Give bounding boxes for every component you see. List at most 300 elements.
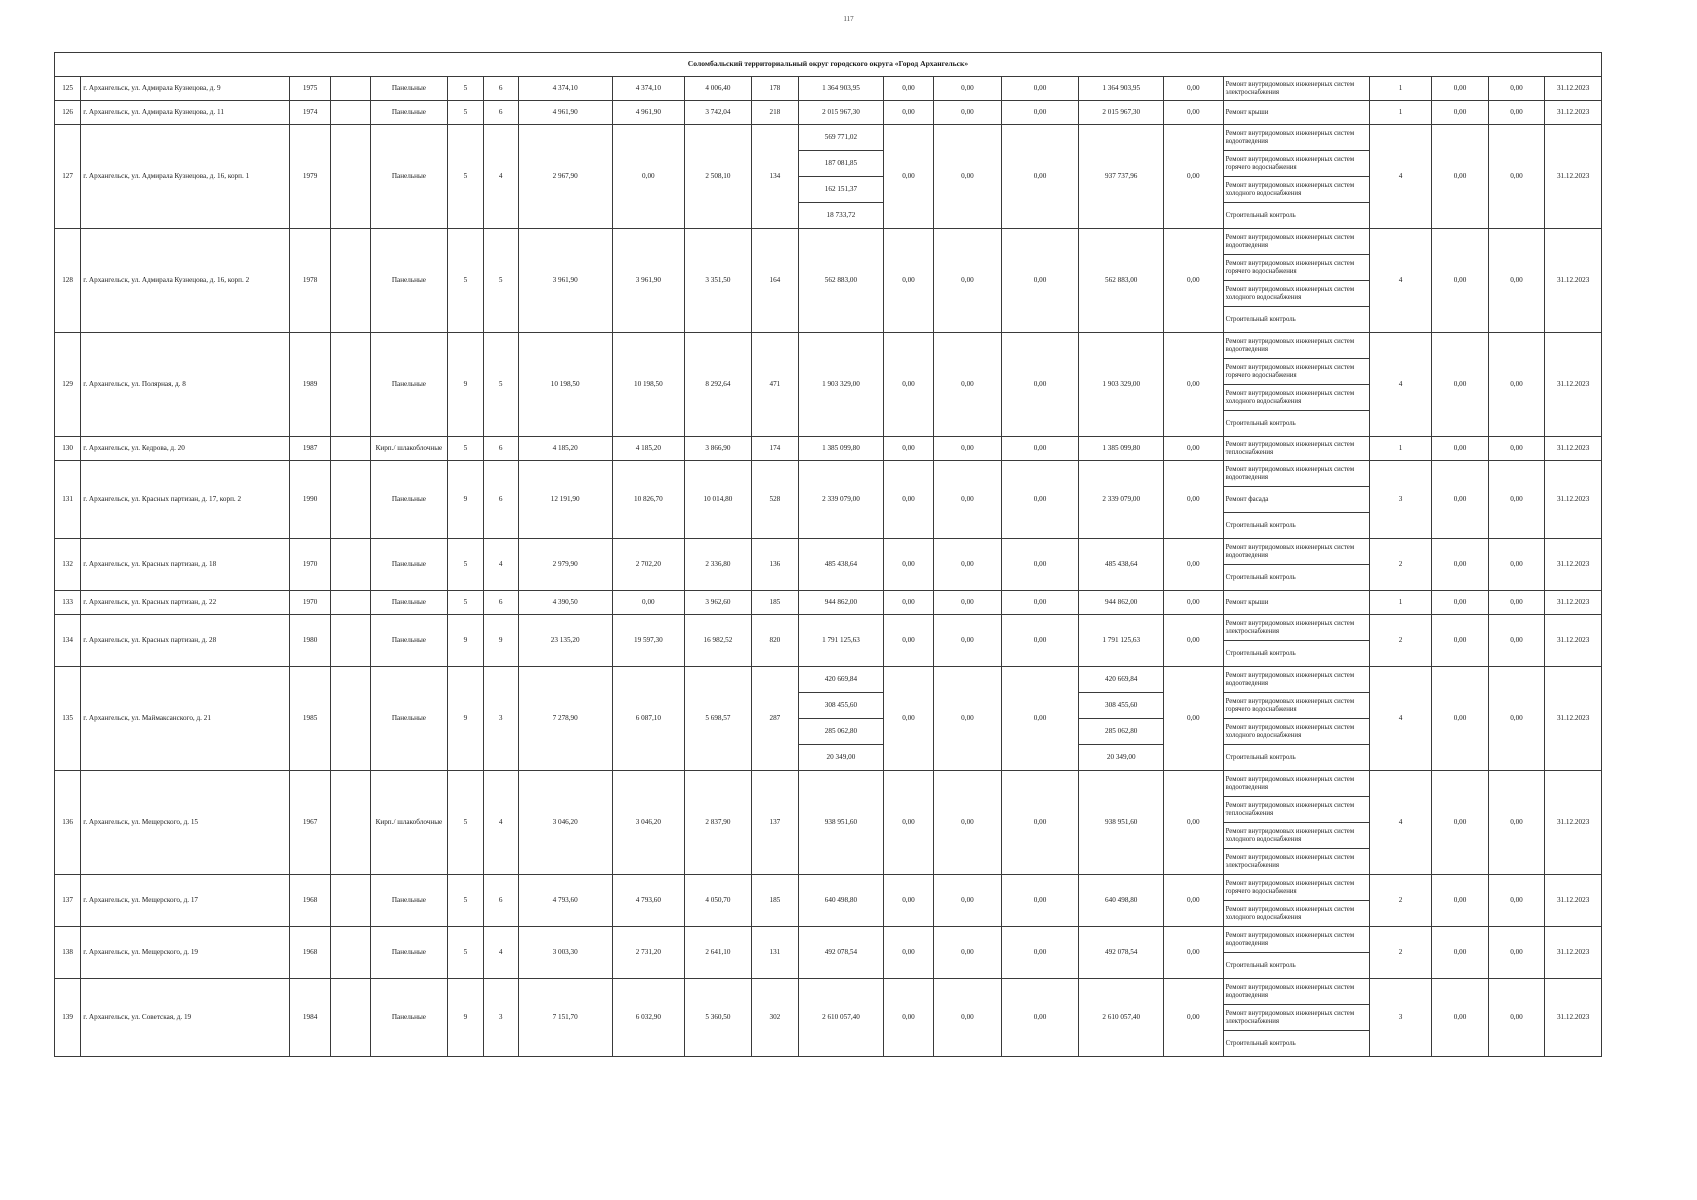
area-owned-cell: 2 837,90 [685,771,752,875]
value-a-cell: 0,00 [1432,437,1488,461]
entrances-cell: 6 [483,101,518,125]
area-residential-cell: 10 826,70 [612,461,685,539]
area-owned-cell: 3 962,60 [685,591,752,615]
work-type-cell: Ремонт внутридомовых инженерных систем холодного водоснабжения [1223,281,1369,307]
page-number: 117 [843,15,854,23]
capital-repair-table [54,52,1602,1057]
wall-material-cell: Панельные [370,591,448,615]
floors-cell: 5 [448,77,483,101]
work-type-cell: Ремонт внутридомовых инженерных систем электроснабжения [1223,1005,1369,1031]
work-count-cell: 2 [1369,875,1432,927]
cost-amount-cell: 285 062,80 [799,719,884,745]
blank-cell [331,101,370,125]
cost-total-cell: 1 364 903,95 [1079,77,1164,101]
area-owned-cell: 3 351,50 [685,229,752,333]
value-b-cell: 0,00 [1488,125,1544,229]
entrances-cell: 4 [483,125,518,229]
table-row [55,771,1602,797]
address-cell: г. Архангельск, ул. Адмирала Кузнецова, д. 9 [81,77,290,101]
entrances-cell: 6 [483,875,518,927]
cost-amount-cell: 20 349,00 [799,745,884,771]
cost-total-cell: 562 883,00 [1079,229,1164,333]
entrances-cell: 6 [483,591,518,615]
floors-cell: 5 [448,591,483,615]
cost-budget-cell: 0,00 [934,539,1002,591]
floors-cell: 5 [448,125,483,229]
cost-amount-cell: 938 951,60 [799,771,884,875]
work-count-cell: 4 [1369,125,1432,229]
value-b-cell: 0,00 [1488,875,1544,927]
table-row [55,229,1602,255]
area-residential-cell: 6 032,90 [612,979,685,1057]
value-b-cell: 0,00 [1488,591,1544,615]
area-total-cell: 4 374,10 [518,77,612,101]
work-type-cell: Ремонт внутридомовых инженерных систем электроснабжения [1223,849,1369,875]
work-count-cell: 4 [1369,229,1432,333]
blank-cell [331,229,370,333]
table-row [55,667,1602,693]
floors-cell: 5 [448,101,483,125]
area-owned-cell: 2 336,80 [685,539,752,591]
value-a-cell: 0,00 [1432,539,1488,591]
value-a-cell: 0,00 [1432,667,1488,771]
cost-total-cell: 938 951,60 [1079,771,1164,875]
blank-cell [331,979,370,1057]
row-number: 133 [55,591,81,615]
floors-cell: 9 [448,667,483,771]
blank-cell [331,539,370,591]
area-owned-cell: 5 360,50 [685,979,752,1057]
year-cell: 1970 [289,539,330,591]
deadline-cell: 31.12.2023 [1545,461,1602,539]
work-type-cell: Ремонт внутридомовых инженерных систем горячего водоснабжения [1223,875,1369,901]
area-residential-cell: 6 087,10 [612,667,685,771]
residents-cell: 131 [751,927,798,979]
cost-budget-cell: 0,00 [934,591,1002,615]
value-b-cell: 0,00 [1488,667,1544,771]
floors-cell: 5 [448,539,483,591]
cost-fund-cell: 0,00 [883,979,933,1057]
address-cell: г. Архангельск, ул. Красных партизан, д. 22 [81,591,290,615]
address-cell: г. Архангельск, ул. Полярная, д. 8 [81,333,290,437]
work-count-cell: 2 [1369,615,1432,667]
work-count-cell: 2 [1369,927,1432,979]
deadline-cell: 31.12.2023 [1545,539,1602,591]
cost-budget-cell: 0,00 [934,771,1002,875]
cost-fund-cell: 0,00 [883,333,933,437]
blank-cell [331,461,370,539]
area-residential-cell: 2 731,20 [612,927,685,979]
cost-total-cell: 1 903 329,00 [1079,333,1164,437]
area-total-cell: 3 046,20 [518,771,612,875]
row-number: 134 [55,615,81,667]
area-residential-cell: 4 185,20 [612,437,685,461]
work-count-cell: 1 [1369,101,1432,125]
table-row [55,539,1602,565]
work-type-cell: Строительный контроль [1223,307,1369,333]
cost-owners-cell: 0,00 [1164,667,1223,771]
work-type-cell: Строительный контроль [1223,641,1369,667]
deadline-cell: 31.12.2023 [1545,77,1602,101]
row-number: 138 [55,927,81,979]
value-b-cell: 0,00 [1488,979,1544,1057]
address-cell: г. Архангельск, ул. Советская, д. 19 [81,979,290,1057]
cost-amount-cell: 492 078,54 [799,927,884,979]
area-total-cell: 4 793,60 [518,875,612,927]
table-row [55,437,1602,461]
cost-other-cell: 0,00 [1001,591,1079,615]
work-type-cell: Ремонт внутридомовых инженерных систем водоотведения [1223,125,1369,151]
area-total-cell: 23 135,20 [518,615,612,667]
wall-material-cell: Панельные [370,125,448,229]
cost-total-cell: 420 669,84 [1079,667,1164,693]
work-type-cell: Ремонт внутридомовых инженерных систем водоотведения [1223,979,1369,1005]
work-type-cell: Ремонт внутридомовых инженерных систем электроснабжения [1223,615,1369,641]
area-total-cell: 3 003,30 [518,927,612,979]
year-cell: 1975 [289,77,330,101]
work-count-cell: 1 [1369,77,1432,101]
cost-fund-cell: 0,00 [883,615,933,667]
year-cell: 1974 [289,101,330,125]
row-number: 131 [55,461,81,539]
entrances-cell: 4 [483,927,518,979]
year-cell: 1970 [289,591,330,615]
row-number: 129 [55,333,81,437]
wall-material-cell: Панельные [370,101,448,125]
wall-material-cell: Панельные [370,461,448,539]
cost-fund-cell: 0,00 [883,591,933,615]
cost-owners-cell: 0,00 [1164,437,1223,461]
deadline-cell: 31.12.2023 [1545,615,1602,667]
area-total-cell: 2 979,90 [518,539,612,591]
year-cell: 1967 [289,771,330,875]
address-cell: г. Архангельск, ул. Красных партизан, д. 18 [81,539,290,591]
cost-budget-cell: 0,00 [934,333,1002,437]
cost-fund-cell: 0,00 [883,771,933,875]
cost-amount-cell: 2 015 967,30 [799,101,884,125]
cost-owners-cell: 0,00 [1164,539,1223,591]
row-number: 125 [55,77,81,101]
area-residential-cell: 4 374,10 [612,77,685,101]
table-row [55,461,1602,487]
floors-cell: 5 [448,229,483,333]
value-b-cell: 0,00 [1488,229,1544,333]
address-cell: г. Архангельск, ул. Адмирала Кузнецова, д. 11 [81,101,290,125]
address-cell: г. Архангельск, ул. Красных партизан, д. 17, корп. 2 [81,461,290,539]
residents-cell: 218 [751,101,798,125]
work-type-cell: Ремонт внутридомовых инженерных систем горячего водоснабжения [1223,255,1369,281]
year-cell: 1987 [289,437,330,461]
entrances-cell: 3 [483,667,518,771]
wall-material-cell: Панельные [370,539,448,591]
cost-owners-cell: 0,00 [1164,101,1223,125]
table-row [55,979,1602,1005]
row-number: 127 [55,125,81,229]
area-total-cell: 7 278,90 [518,667,612,771]
cost-total-cell: 2 610 057,40 [1079,979,1164,1057]
blank-cell [331,615,370,667]
cost-other-cell: 0,00 [1001,229,1079,333]
table-row [55,591,1602,615]
blank-cell [331,77,370,101]
residents-cell: 287 [751,667,798,771]
area-total-cell: 12 191,90 [518,461,612,539]
area-residential-cell: 4 961,90 [612,101,685,125]
work-type-cell: Ремонт внутридомовых инженерных систем холодного водоснабжения [1223,177,1369,203]
entrances-cell: 9 [483,615,518,667]
deadline-cell: 31.12.2023 [1545,101,1602,125]
value-a-cell: 0,00 [1432,615,1488,667]
area-total-cell: 7 151,70 [518,979,612,1057]
cost-budget-cell: 0,00 [934,875,1002,927]
floors-cell: 5 [448,875,483,927]
wall-material-cell: Панельные [370,875,448,927]
year-cell: 1968 [289,927,330,979]
area-residential-cell: 2 702,20 [612,539,685,591]
area-owned-cell: 4 050,70 [685,875,752,927]
cost-total-cell: 485 438,64 [1079,539,1164,591]
row-number: 126 [55,101,81,125]
cost-other-cell: 0,00 [1001,101,1079,125]
district-header-row [55,53,1602,77]
cost-total-cell: 492 078,54 [1079,927,1164,979]
work-type-cell: Ремонт внутридомовых инженерных систем водоотведения [1223,333,1369,359]
cost-total-cell: 937 737,96 [1079,125,1164,229]
cost-total-cell: 1 385 099,80 [1079,437,1164,461]
value-a-cell: 0,00 [1432,125,1488,229]
blank-cell [331,667,370,771]
cost-fund-cell: 0,00 [883,125,933,229]
cost-total-cell: 20 349,00 [1079,745,1164,771]
year-cell: 1984 [289,979,330,1057]
cost-other-cell: 0,00 [1001,539,1079,591]
work-type-cell: Строительный контроль [1223,203,1369,229]
entrances-cell: 6 [483,437,518,461]
row-number: 137 [55,875,81,927]
cost-owners-cell: 0,00 [1164,125,1223,229]
cost-fund-cell: 0,00 [883,437,933,461]
floors-cell: 9 [448,615,483,667]
work-type-cell: Ремонт внутридомовых инженерных систем холодного водоснабжения [1223,823,1369,849]
blank-cell [331,125,370,229]
table-row [55,875,1602,901]
work-count-cell: 4 [1369,333,1432,437]
row-number: 132 [55,539,81,591]
row-number: 130 [55,437,81,461]
value-a-cell: 0,00 [1432,333,1488,437]
area-owned-cell: 4 006,40 [685,77,752,101]
cost-other-cell: 0,00 [1001,771,1079,875]
deadline-cell: 31.12.2023 [1545,927,1602,979]
deadline-cell: 31.12.2023 [1545,229,1602,333]
wall-material-cell: Кирп./ шлакоблочные [370,771,448,875]
cost-fund-cell: 0,00 [883,461,933,539]
wall-material-cell: Панельные [370,667,448,771]
address-cell: г. Архангельск, ул. Адмирала Кузнецова, д. 16, корп. 2 [81,229,290,333]
value-a-cell: 0,00 [1432,77,1488,101]
work-type-cell: Строительный контроль [1223,411,1369,437]
work-type-cell: Ремонт внутридомовых инженерных систем теплоснабжения [1223,797,1369,823]
table-row [55,125,1602,151]
work-type-cell: Ремонт крыши [1223,591,1369,615]
work-type-cell: Ремонт внутридомовых инженерных систем водоотведения [1223,229,1369,255]
cost-amount-cell: 1 385 099,80 [799,437,884,461]
table-row [55,101,1602,125]
area-owned-cell: 5 698,57 [685,667,752,771]
area-total-cell: 4 961,90 [518,101,612,125]
deadline-cell: 31.12.2023 [1545,667,1602,771]
row-number: 135 [55,667,81,771]
cost-fund-cell: 0,00 [883,77,933,101]
residents-cell: 174 [751,437,798,461]
residents-cell: 178 [751,77,798,101]
row-number: 139 [55,979,81,1057]
work-count-cell: 3 [1369,461,1432,539]
cost-other-cell: 0,00 [1001,875,1079,927]
residents-cell: 164 [751,229,798,333]
floors-cell: 9 [448,979,483,1057]
area-total-cell: 10 198,50 [518,333,612,437]
value-b-cell: 0,00 [1488,461,1544,539]
area-owned-cell: 3 866,90 [685,437,752,461]
work-type-cell: Строительный контроль [1223,513,1369,539]
year-cell: 1990 [289,461,330,539]
table-body [55,53,1602,1057]
area-owned-cell: 2 641,10 [685,927,752,979]
cost-other-cell: 0,00 [1001,615,1079,667]
floors-cell: 5 [448,927,483,979]
residents-cell: 185 [751,875,798,927]
cost-owners-cell: 0,00 [1164,591,1223,615]
blank-cell [331,927,370,979]
work-type-cell: Строительный контроль [1223,565,1369,591]
value-a-cell: 0,00 [1432,461,1488,539]
cost-amount-cell: 187 081,85 [799,151,884,177]
work-type-cell: Ремонт внутридомовых инженерных систем холодного водоснабжения [1223,901,1369,927]
cost-amount-cell: 640 498,80 [799,875,884,927]
area-total-cell: 2 967,90 [518,125,612,229]
cost-owners-cell: 0,00 [1164,333,1223,437]
deadline-cell: 31.12.2023 [1545,591,1602,615]
address-cell: г. Архангельск, ул. Адмирала Кузнецова, д. 16, корп. 1 [81,125,290,229]
year-cell: 1979 [289,125,330,229]
wall-material-cell: Панельные [370,333,448,437]
entrances-cell: 5 [483,333,518,437]
value-b-cell: 0,00 [1488,437,1544,461]
cost-owners-cell: 0,00 [1164,875,1223,927]
cost-amount-cell: 1 903 329,00 [799,333,884,437]
work-count-cell: 1 [1369,591,1432,615]
address-cell: г. Архангельск, ул. Мещерского, д. 19 [81,927,290,979]
year-cell: 1985 [289,667,330,771]
deadline-cell: 31.12.2023 [1545,125,1602,229]
area-owned-cell: 10 014,80 [685,461,752,539]
blank-cell [331,875,370,927]
cost-amount-cell: 1 791 125,63 [799,615,884,667]
row-number: 136 [55,771,81,875]
value-b-cell: 0,00 [1488,333,1544,437]
cost-other-cell: 0,00 [1001,667,1079,771]
area-total-cell: 4 185,20 [518,437,612,461]
address-cell: г. Архангельск, ул. Красных партизан, д. 28 [81,615,290,667]
area-residential-cell: 3 961,90 [612,229,685,333]
cost-owners-cell: 0,00 [1164,77,1223,101]
wall-material-cell: Панельные [370,229,448,333]
deadline-cell: 31.12.2023 [1545,979,1602,1057]
wall-material-cell: Панельные [370,927,448,979]
cost-budget-cell: 0,00 [934,979,1002,1057]
cost-total-cell: 2 015 967,30 [1079,101,1164,125]
area-total-cell: 4 390,50 [518,591,612,615]
cost-total-cell: 640 498,80 [1079,875,1164,927]
cost-other-cell: 0,00 [1001,927,1079,979]
value-a-cell: 0,00 [1432,979,1488,1057]
work-type-cell: Ремонт внутридомовых инженерных систем горячего водоснабжения [1223,359,1369,385]
entrances-cell: 6 [483,77,518,101]
area-residential-cell: 4 793,60 [612,875,685,927]
work-count-cell: 2 [1369,539,1432,591]
year-cell: 1978 [289,229,330,333]
cost-total-cell: 285 062,80 [1079,719,1164,745]
work-type-cell: Ремонт внутридомовых инженерных систем горячего водоснабжения [1223,693,1369,719]
residents-cell: 471 [751,333,798,437]
work-type-cell: Ремонт внутридомовых инженерных систем водоотведения [1223,667,1369,693]
cost-budget-cell: 0,00 [934,101,1002,125]
wall-material-cell: Панельные [370,979,448,1057]
wall-material-cell: Кирп./ шлакоблочные [370,437,448,461]
wall-material-cell: Панельные [370,615,448,667]
entrances-cell: 4 [483,539,518,591]
table-row [55,927,1602,953]
cost-budget-cell: 0,00 [934,77,1002,101]
area-residential-cell: 3 046,20 [612,771,685,875]
entrances-cell: 4 [483,771,518,875]
area-residential-cell: 10 198,50 [612,333,685,437]
address-cell: г. Архангельск, ул. Мещерского, д. 15 [81,771,290,875]
work-count-cell: 3 [1369,979,1432,1057]
cost-other-cell: 0,00 [1001,333,1079,437]
blank-cell [331,591,370,615]
area-owned-cell: 8 292,64 [685,333,752,437]
cost-other-cell: 0,00 [1001,979,1079,1057]
cost-total-cell: 308 455,60 [1079,693,1164,719]
cost-owners-cell: 0,00 [1164,615,1223,667]
floors-cell: 5 [448,437,483,461]
cost-budget-cell: 0,00 [934,927,1002,979]
residents-cell: 528 [751,461,798,539]
cost-other-cell: 0,00 [1001,77,1079,101]
deadline-cell: 31.12.2023 [1545,875,1602,927]
cost-total-cell: 2 339 079,00 [1079,461,1164,539]
cost-budget-cell: 0,00 [934,461,1002,539]
deadline-cell: 31.12.2023 [1545,333,1602,437]
work-type-cell: Ремонт внутридомовых инженерных систем водоотведения [1223,461,1369,487]
work-type-cell: Ремонт внутридомовых инженерных систем горячего водоснабжения [1223,151,1369,177]
blank-cell [331,333,370,437]
residents-cell: 136 [751,539,798,591]
cost-amount-cell: 2 610 057,40 [799,979,884,1057]
cost-total-cell: 944 862,00 [1079,591,1164,615]
cost-amount-cell: 308 455,60 [799,693,884,719]
work-type-cell: Строительный контроль [1223,953,1369,979]
table-row [55,615,1602,641]
value-a-cell: 0,00 [1432,591,1488,615]
residents-cell: 820 [751,615,798,667]
residents-cell: 137 [751,771,798,875]
area-total-cell: 3 961,90 [518,229,612,333]
address-cell: г. Архангельск, ул. Маймаксанского, д. 21 [81,667,290,771]
cost-fund-cell: 0,00 [883,927,933,979]
